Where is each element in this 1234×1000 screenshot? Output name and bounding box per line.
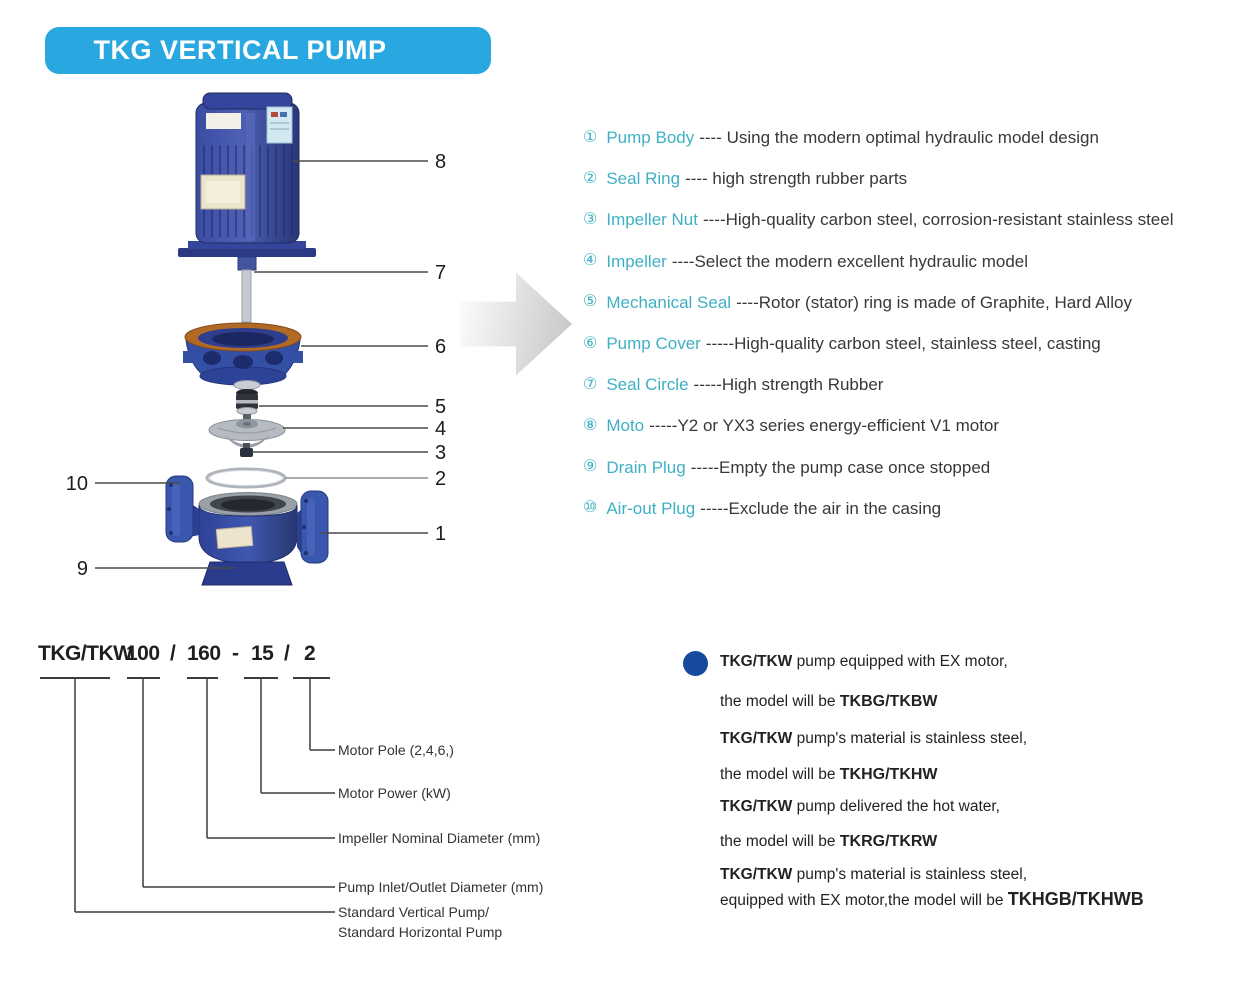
part-number-icon: ⑥ [583, 334, 598, 352]
part-number-icon: ⑤ [583, 293, 598, 311]
part-name: Pump Cover [606, 334, 701, 354]
model-segment-impeller: 160 [187, 642, 221, 665]
model-label-impeller-dia: Impeller Nominal Diameter (mm) [338, 830, 541, 846]
model-label-inlet-dia: Pump Inlet/Outlet Diameter (mm) [338, 879, 544, 895]
parts-list [583, 117, 1174, 529]
part-desc: ----Rotor (stator) ring is made of Graphite, Hard Alloy [736, 292, 1132, 312]
part-name: Mechanical Seal [606, 292, 732, 312]
model-label-motor-power: Motor Power (kW) [338, 785, 451, 801]
bullet-circle-icon [683, 651, 708, 676]
part-desc: ---- Using the modern optimal hydraulic model design [699, 128, 1099, 148]
model-label-pump-type [338, 902, 502, 942]
model-code-text: TKBG/TKBW [839, 693, 938, 710]
callout-label-2: 2 [435, 468, 447, 490]
shaft-graphic [238, 257, 256, 331]
callout-label-10: 10 [65, 473, 88, 495]
title-banner [45, 27, 491, 74]
page-title: TKG VERTICAL PUMP [93, 35, 387, 65]
part-number-icon: ⑦ [583, 375, 598, 393]
callout-label-1: 1 [435, 523, 447, 545]
callout-label-6: 6 [435, 336, 447, 358]
part-name: Air-out Plug [606, 498, 696, 518]
part-row [583, 282, 1174, 323]
outlet-flange-graphic [301, 491, 328, 563]
part-number-icon: ① [583, 128, 598, 146]
part-row [583, 158, 1174, 199]
part-row [583, 405, 1174, 446]
part-desc: ---- high strength rubber parts [685, 169, 908, 189]
part-name: Impeller Nut [606, 210, 698, 230]
part-row [583, 364, 1174, 405]
part-row [583, 241, 1174, 282]
model-code-text: TKHGB/TKHWB [1007, 889, 1144, 909]
model-code-text: TKHG/TKHW [839, 766, 938, 783]
part-number-icon: ⑧ [583, 416, 598, 434]
note-line: TKG/TKW pump delivered the hot water, [720, 798, 1000, 815]
part-name: Seal Circle [606, 375, 689, 395]
part-row [583, 323, 1174, 364]
callout-label-9: 9 [76, 558, 88, 580]
note-line: the model will be TKHG/TKHW [720, 766, 938, 783]
inlet-flange-graphic [166, 476, 193, 542]
model-leader-lines [30, 636, 590, 966]
part-desc: ----Select the modern excellent hydraulic model [671, 251, 1029, 271]
pump-body-label [216, 526, 253, 548]
model-label-motor-pole: Motor Pole (2,4,6,) [338, 742, 454, 758]
model-label-pump-type-line2: Standard Horizontal Pump [338, 924, 503, 940]
part-desc: -----Y2 or YX3 series energy-efficient V1 motor [649, 416, 1000, 436]
note-line: equipped with EX motor,the model will be TKHGB/TKHWB [720, 889, 1144, 909]
callout-label-8: 8 [435, 151, 447, 173]
model-segment-series: TKG/TKW [38, 642, 133, 665]
part-number-icon: ⑩ [583, 499, 598, 517]
note-line: TKG/TKW pump equipped with EX motor, [720, 653, 1008, 670]
model-code-section [30, 636, 590, 966]
part-number-icon: ⑨ [583, 458, 598, 476]
model-segment-pole: 2 [304, 642, 316, 665]
note-line: TKG/TKW pump's material is stainless steel, [720, 866, 1028, 883]
part-name: Moto [606, 416, 645, 436]
model-label-pump-type-line1: Standard Vertical Pump/ [338, 904, 489, 920]
pump-base-graphic [202, 562, 292, 585]
part-desc: -----Exclude the air in the casing [700, 498, 942, 518]
part-name: Impeller [606, 251, 667, 271]
seal-ring-graphic [207, 469, 285, 487]
note-line: the model will be TKBG/TKBW [720, 693, 938, 710]
part-desc: ----High-quality carbon steel, corrosion-resistant stainless steel [702, 210, 1174, 230]
model-code-text: TKRG/TKRW [839, 833, 938, 850]
part-number-icon: ③ [583, 210, 598, 228]
part-name: Seal Ring [606, 169, 681, 189]
note-line: the model will be TKRG/TKRW [720, 833, 938, 850]
model-separator: - [232, 642, 239, 665]
part-name: Drain Plug [606, 457, 686, 477]
callout-label-7: 7 [435, 262, 447, 284]
pump-cover-graphic [183, 323, 303, 385]
part-number-icon: ④ [583, 252, 598, 270]
part-desc: -----High strength Rubber [693, 375, 884, 395]
part-row [583, 488, 1174, 529]
motor-top-label [206, 113, 241, 129]
motor-graphic [178, 93, 316, 257]
part-desc: -----Empty the pump case once stopped [690, 457, 991, 477]
note-line: TKG/TKW pump's material is stainless steel, [720, 730, 1028, 747]
part-row [583, 447, 1174, 488]
part-name: Pump Body [606, 128, 695, 148]
notes-section [683, 648, 1193, 938]
part-desc: -----High-quality carbon steel, stainless steel, casting [705, 334, 1101, 354]
part-row [583, 117, 1174, 158]
part-number-icon: ② [583, 169, 598, 187]
pump-exploded-diagram [40, 85, 500, 600]
part-row [583, 199, 1174, 240]
model-separator: / [284, 642, 290, 665]
motor-sticker [267, 107, 292, 143]
model-separator: / [170, 642, 176, 665]
mechanical-seal-graphic [234, 381, 260, 422]
motor-nameplate [201, 175, 245, 209]
model-segment-inlet: 100 [126, 642, 160, 665]
callout-label-5: 5 [435, 396, 447, 418]
callout-label-3: 3 [435, 442, 447, 464]
callout-label-4: 4 [435, 418, 447, 440]
model-segment-power: 15 [251, 642, 274, 665]
